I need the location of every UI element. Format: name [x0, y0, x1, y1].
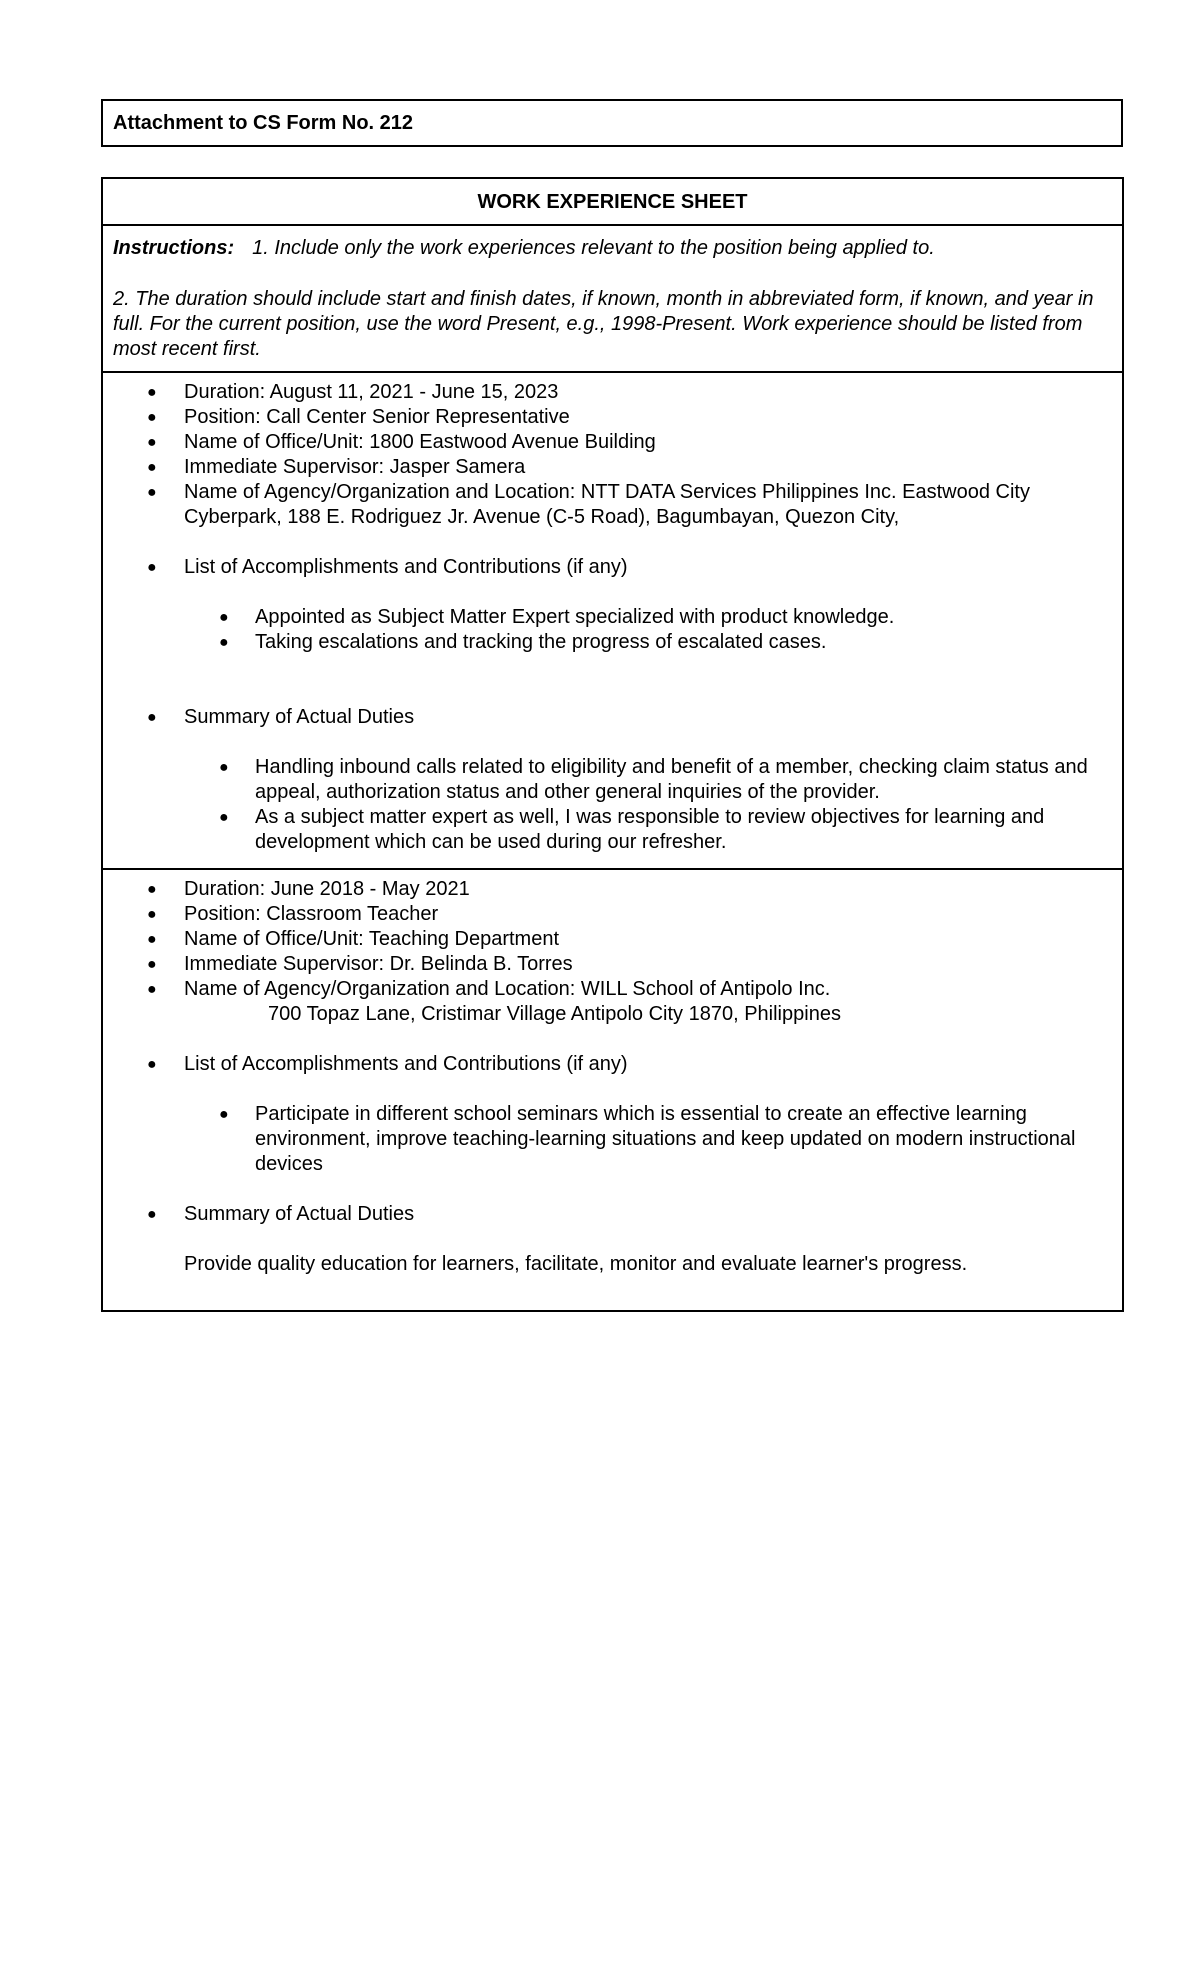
entry-position: Position: Classroom Teacher	[184, 903, 439, 925]
divider	[103, 371, 1122, 373]
bullet-icon: ●	[219, 634, 229, 651]
bullet-icon: ●	[147, 906, 157, 923]
instructions-line-1	[113, 236, 1112, 261]
entry-agency-line-1: Name of Agency/Organization and Location: WILL School of Antipolo Inc.	[184, 978, 831, 1000]
entry-agency-line-2: 700 Topaz Lane, Cristimar Village Antipolo City 1870, Philippines	[268, 1003, 841, 1025]
work-experience-sheet	[101, 177, 1124, 1312]
bullet-icon: ●	[147, 459, 157, 476]
duties-label: Summary of Actual Duties	[184, 1203, 415, 1225]
accomplishment-item: Participate in different school seminars which is essential to create an effective learning environment, improve teaching-learning situations and keep updated on modern instructional devices	[255, 1103, 1076, 1175]
divider	[103, 868, 1122, 870]
bullet-icon: ●	[147, 409, 157, 426]
instruction-item-2: 2. The duration should include start and finish dates, if known, month in abbreviated form, if known, and year in full. For the current position, use the word Present, e.g., 1998-Present. Work experience should be listed from most recent first.	[113, 288, 1094, 360]
accomplishment-item: Appointed as Subject Matter Expert specialized with product knowledge.	[255, 606, 895, 628]
bullet-icon: ●	[219, 809, 229, 826]
accomplishments-label: List of Accomplishments and Contributions (if any)	[184, 1053, 628, 1075]
bullet-icon: ●	[147, 384, 157, 401]
bullet-icon: ●	[147, 1206, 157, 1223]
entry-agency-line-1: Name of Agency/Organization and Location: NTT DATA Services Philippines Inc. Eastwood City	[184, 481, 1030, 503]
accomplishment-item: Taking escalations and tracking the progress of escalated cases.	[255, 631, 827, 653]
attachment-header-box	[101, 99, 1123, 147]
bullet-icon: ●	[147, 434, 157, 451]
duties-text: Provide quality education for learners, facilitate, monitor and evaluate learner's progress.	[184, 1253, 968, 1275]
bullet-icon: ●	[147, 931, 157, 948]
divider	[103, 224, 1122, 226]
bullet-icon: ●	[219, 1106, 229, 1123]
duties-label: Summary of Actual Duties	[184, 706, 415, 728]
bullet-icon: ●	[147, 709, 157, 726]
attachment-title: Attachment to CS Form No. 212	[113, 112, 414, 134]
entry-office: Name of Office/Unit: Teaching Department	[184, 928, 559, 950]
bullet-icon: ●	[147, 484, 157, 501]
entry-position: Position: Call Center Senior Representative	[184, 406, 570, 428]
sheet-title: WORK EXPERIENCE SHEET	[477, 191, 748, 213]
entry-supervisor: Immediate Supervisor: Dr. Belinda B. Torres	[184, 953, 573, 975]
duty-item: Handling inbound calls related to eligibility and benefit of a member, checking claim status and appeal, authorization status and other general inquiries of the provider.	[255, 756, 1088, 803]
entry-supervisor: Immediate Supervisor: Jasper Samera	[184, 456, 526, 478]
bullet-icon: ●	[147, 981, 157, 998]
instructions-label: Instructions:	[113, 237, 235, 259]
entry-agency-line-2: Cyberpark, 188 E. Rodriguez Jr. Avenue (C-5 Road), Bagumbayan, Quezon City,	[184, 506, 900, 528]
bullet-icon: ●	[219, 759, 229, 776]
bullet-icon: ●	[147, 1056, 157, 1073]
entry-office: Name of Office/Unit: 1800 Eastwood Avenue Building	[184, 431, 656, 453]
duty-item: As a subject matter expert as well, I was responsible to review objectives for learning and development which can be used during our refresher.	[255, 806, 1045, 853]
bullet-icon: ●	[147, 956, 157, 973]
bullet-icon: ●	[147, 559, 157, 576]
bullet-icon: ●	[147, 881, 157, 898]
entry-duration: Duration: August 11, 2021 - June 15, 2023	[184, 381, 559, 403]
bullet-icon: ●	[219, 609, 229, 626]
entry-duration: Duration: June 2018 - May 2021	[184, 878, 470, 900]
instruction-item-1: 1. Include only the work experiences relevant to the position being applied to.	[252, 237, 935, 259]
accomplishments-label: List of Accomplishments and Contributions (if any)	[184, 556, 628, 578]
